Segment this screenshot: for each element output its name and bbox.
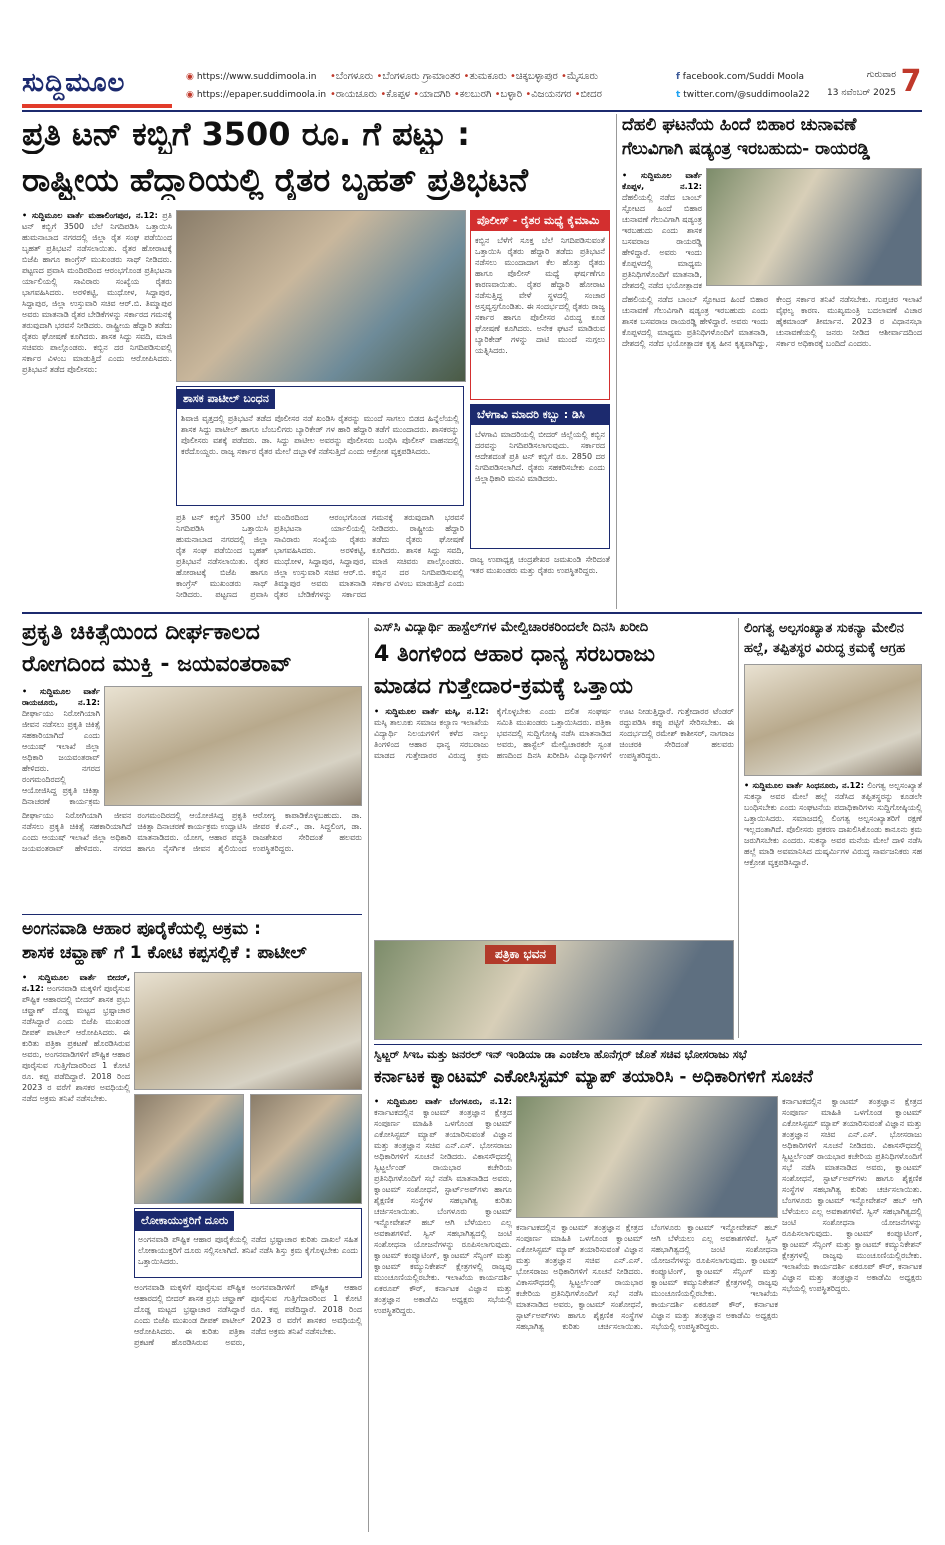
anganwadi-byline: • ಸುದ್ದಿಮೂಲ ವಾರ್ತೆ ಬೀದರ್, ನ.12: (22, 973, 130, 993)
lingatva-body (744, 780, 922, 1036)
quantum-meeting-photo (516, 1096, 778, 1218)
section-rule (22, 612, 922, 614)
masthead-rule (22, 110, 922, 112)
lead-headline-2: ರಾಷ್ಟ್ರೀಯ ಹೆದ್ದಾರಿಯಲ್ಲಿ ರೈತರ ಬೃಹತ್ ಪ್ರತಿಭಟನೆ (22, 161, 529, 199)
anganwadi-body (22, 972, 130, 1532)
anganwadi-body-cont: ಅಂಗನವಾಡಿ ಮಕ್ಕಳಿಗೆ ಪೂರೈಸುವ ಪೌಷ್ಟಿಕ ಆಹಾರದಲ್ಲಿ ಬೀದರ್ ಶಾಸಕ ಪ್ರಭು ಚವ್ಹಾಣ್ ದೊಡ್ಡ ಮಟ್ಟದ ಭ್ರಷ್ಟಾಚಾರ ನಡೆಸಿದ್ದಾರೆ ಎಂದು ಬಿಜೆಪಿ ಮುಖಂಡ ದೀಪಕ್ ಪಾಟೀಲ್ ಆರೋಪಿಸಿದರು. ಈ ಕುರಿತು ಪತ್ರಿಕಾ ಪ್ರಕಟಣೆ ಹೊರಡಿಸಿರುವ ಅವರು, ಅಂಗನವಾಡಿಗಳಿಗೆ ಪೌಷ್ಟಿಕ ಆಹಾರ ಪೂರೈಸುವ ಗುತ್ತಿಗೆದಾರರಿಂದ 1 ಕೋಟಿ ರೂ. ಕಪ್ಪ ಪಡೆದಿದ್ದಾರೆ. 2018 ರಿಂದ 2023 ರ ವರೆಗೆ ಶಾಸಕರ ಅವಧಿಯಲ್ಲಿ ನಡೆದ ಅಕ್ರಮ ತನಿಖೆ ನಡೆಸಬೇಕು. (134, 1283, 362, 1347)
belagavi-box (470, 404, 610, 549)
anganwadi-headline-2: ಶಾಸಕ ಚವ್ಹಾಣ್ ಗೆ 1 ಕೋಟಿ ಕಪ್ಪಸಲ್ಲಿಕೆ : ಪಾಟೀಲ್ (22, 943, 307, 963)
twitter-link[interactable]: t twitter.com/@suddimoola22 (676, 90, 810, 100)
nature-intro-text: ದೀರ್ಘಾಯು ನಿರೋಗಿಯಾಗಿ ಜೀವನ ನಡೆಸಲು ಪ್ರಕೃತಿ ಚಿಕಿತ್ಸೆ ಸಹಕಾರಿಯಾಗಿದೆ ಎಂದು ಆಯುಷ್ ಇಲಾಖೆ ಜಿಲ್ಲಾ ಅಧಿಕಾರಿ ಜಯವಂತರಾವ್ ಹೇಳಿದರು. ನಗರದ ರಂಗಮಂದಿರದಲ್ಲಿ ಆಯೋಜಿಸಿದ್ದ ಪ್ರಕೃತಿ ಚಿಕಿತ್ಸಾ ದಿನಾಚರಣೆ ಕಾರ್ಯಕ್ರಮ (22, 709, 100, 806)
delhi-body: ದೆಹಲಿಯಲ್ಲಿ ನಡೆದ ಬಾಂಬ್ ಸ್ಫೋಟದ ಹಿಂದೆ ಬಿಹಾರ ಚುನಾವಣೆ ಗೆಲುವಿಗಾಗಿ ಷಡ್ಯಂತ್ರ ಇರಬಹುದು ಎಂದು ಶಾಸಕ ಬಸವರಾಜ ರಾಯರಡ್ಡಿ ಹೇಳಿದ್ದಾರೆ. ಅವರು ಇಂದು ಕೊಪ್ಪಳದಲ್ಲಿ ಮಾಧ್ಯಮ ಪ್ರತಿನಿಧಿಗಳೊಂದಿಗೆ ಮಾತನಾಡಿ, ದೇಶದಲ್ಲಿ ನಡೆದ ಭಯೋತ್ಪಾದಕ ಕೃತ್ಯ ಹೀನ ಕೃತ್ಯವಾಗಿದ್ದು, ಕೇಂದ್ರ ಸರ್ಕಾರ ತನಿಖೆ ನಡೆಸಬೇಕು. ಗುಪ್ತಚರ ಇಲಾಖೆ ವೈಫಲ್ಯ ಕಾರಣ. ಮುಖ್ಯಮಂತ್ರಿ ಬದಲಾವಣೆ ವಿಚಾರ ಹೈಕಮಾಂಡ್ ತೀರ್ಮಾನ. 2023 ರ ವಿಧಾನಸಭಾ ಚುನಾವಣೆಯಲ್ಲಿ ಜನರು ನೀಡಿದ ಆಶೀರ್ವಾದದಿಂದ ಸರ್ಕಾರ ಅಧಿಕಾರಕ್ಕೆ ಬಂದಿದೆ ಎಂದರು. (622, 295, 922, 348)
quantum-rule (374, 1044, 922, 1045)
nature-headline-1: ಪ್ರಕೃತಿ ಚಿಕಿತ್ಸೆಯಿಂದ ದೀರ್ಘಕಾಲದ (22, 620, 260, 645)
weekday: ಗುರುವಾರ (866, 70, 896, 80)
politician-photo-2 (250, 1094, 362, 1204)
quantum-body-cont: ಕರ್ನಾಟಕದಲ್ಲಿನ ಕ್ವಾಂಟಮ್ ತಂತ್ರಜ್ಞಾನ ಕ್ಷೇತ್ರದ ಸಂಪೂರ್ಣ ಮಾಹಿತಿ ಒಳಗೊಂಡ ಕ್ವಾಂಟಮ್ ಎಕೋಸಿಸ್ಟಮ್ ಮ್ಯಾಪ್ ತಯಾರಿಸುವಂತೆ ವಿಜ್ಞಾನ ಮತ್ತು ತಂತ್ರಜ್ಞಾನ ಸಚಿವ ಎನ್.ಎಸ್. ಭೋಸರಾಜು ಅಧಿಕಾರಿಗಳಿಗೆ ಸೂಚನೆ ನೀಡಿದರು. ವಿಕಾಸಸೌಧದಲ್ಲಿ ಸ್ವಿಟ್ಜರ್ಲೆಂಡ್ ರಾಯಭಾರ ಕಚೇರಿಯ ಪ್ರತಿನಿಧಿಗಳೊಂದಿಗೆ ಸಭೆ ನಡೆಸಿ ಮಾತನಾಡಿದ ಅವರು, ಕ್ವಾಂಟಮ್ ಸಂಶೋಧನೆ, ಸ್ಟಾರ್ಟ್‌ಅಪ್‌ಗಳು ಹಾಗೂ ಶೈಕ್ಷಣಿಕ ಸಂಸ್ಥೆಗಳ ಸಹಭಾಗಿತ್ವ ಕುರಿತು ಚರ್ಚಿಸಲಾಯಿತು. ಬೆಂಗಳೂರು ಕ್ವಾಂಟಮ್ ಇನ್ನೋವೇಶನ್ ಹಬ್ ಆಗಿ ಬೆಳೆಯಲು ಎಲ್ಲ ಅವಕಾಶಗಳಿವೆ. ಸ್ವಿಸ್ ಸಹಭಾಗಿತ್ವದಲ್ಲಿ ಜಂಟಿ ಸಂಶೋಧನಾ ಯೋಜನೆಗಳನ್ನು ರೂಪಿಸಲಾಗುವುದು. ಕ್ವಾಂಟಮ್ ಕಂಪ್ಯೂಟಿಂಗ್, ಕ್ವಾಂಟಮ್ ಸೆನ್ಸಿಂಗ್ ಮತ್ತು ಕ್ವಾಂಟಮ್ ಕಮ್ಯುನಿಕೇಶನ್ ಕ್ಷೇತ್ರಗಳಲ್ಲಿ ರಾಜ್ಯವು ಮುಂಚೂಣಿಯಲ್ಲಿರಬೇಕು. ಇಲಾಖೆಯ ಕಾರ್ಯದರ್ಶಿ ಏಕರೂಪ್ ಕೌರ್, ಕರ್ನಾಟಕ ವಿಜ್ಞಾನ ಮತ್ತು ತಂತ್ರಜ್ಞಾನ ಅಕಾಡೆಮಿ ಅಧ್ಯಕ್ಷರು ಸಭೆಯಲ್ಲಿ ಉಪಸ್ಥಿತರಿದ್ದರು. (782, 1097, 922, 1293)
facebook-link[interactable]: f facebook.com/Suddi Moola (676, 72, 805, 82)
hostel-headline-1: 4 ತಿಂಗಳಿಂದ ಆಹಾರ ಧಾನ್ಯ ಸರಬರಾಜು (374, 642, 656, 667)
anganwadi-headline-1: ಅಂಗನವಾಡಿ ಆಹಾರ ಪೂರೈಕೆಯಲ್ಲಿ ಅಕ್ರಮ : (22, 919, 261, 939)
social-links (676, 68, 826, 104)
nature-body: ದೀರ್ಘಾಯು ನಿರೋಗಿಯಾಗಿ ಜೀವನ ನಡೆಸಲು ಪ್ರಕೃತಿ ಚಿಕಿತ್ಸೆ ಸಹಕಾರಿಯಾಗಿದೆ ಎಂದು ಆಯುಷ್ ಇಲಾಖೆ ಜಿಲ್ಲಾ ಅಧಿಕಾರಿ ಜಯವಂತರಾವ್ ಹೇಳಿದರು. ನಗರದ ರಂಗಮಂದಿರದಲ್ಲಿ ಆಯೋಜಿಸಿದ್ದ ಪ್ರಕೃತಿ ಚಿಕಿತ್ಸಾ ದಿನಾಚರಣೆ ಕಾರ್ಯಕ್ರಮ ಉದ್ಘಾಟಿಸಿ ಮಾತನಾಡಿದರು. ಯೋಗ, ಆಹಾರ ಪದ್ಧತಿ ಹಾಗೂ ನೈಸರ್ಗಿಕ ಜೀವನ ಶೈಲಿಯಿಂದ ಆರೋಗ್ಯ ಕಾಪಾಡಿಕೊಳ್ಳಬಹುದು. ಡಾ. ಜೀವರ ಕೆ.ಎನ್., ಡಾ. ಸಿದ್ದಲಿಂಗ, ಡಾ. ರಾಜಶೇಖರ ಸೇರಿದಂತೆ ಹಲವರು ಉಪಸ್ಥಿತರಿದ್ದರು. (22, 811, 362, 853)
city-row-1: •ಬೆಂಗಳೂರು •ಬೆಂಗಳೂರು ಗ್ರಾಮಾಂತರ •ತುಮಕೂರು •ಚಿಕ್ಕಬಳ್ಳಾಪುರ •ಮೈಸೂರು (330, 71, 599, 82)
belagavi-box-body: ಬೆಳಗಾವಿ ಮಾದರಿಯಲ್ಲಿ ಬೀದರ್ ಜಿಲ್ಲೆಯಲ್ಲಿ ಕಬ್ಬಿನ ದರವನ್ನು ನಿಗದಿಪಡಿಸಲಾಗುವುದು. ಸರ್ಕಾರದ ಆದೇಶದಂತೆ ಪ್ರತಿ ಟನ್ ಕಬ್ಬಿಗೆ ರೂ. 2850 ದರ ನಿಗದಿಪಡಿಸಲಾಗಿದೆ. ರೈತರು ಸಹಕರಿಸಬೇಕು ಎಂದು ಜಿಲ್ಲಾಧಿಕಾರಿ ಮನವಿ ಮಾಡಿದರು. (475, 430, 605, 483)
lingatva-byline: • ಸುದ್ದಿಮೂಲ ವಾರ್ತೆ ಸಿಂಧನೂರು, ನ.12: (744, 781, 864, 790)
lokayukta-box (134, 1208, 362, 1278)
police-box-title: ಪೊಲೀಸ್ - ರೈತರ ಮಧ್ಯೆ ಕೈಮಾಮಿ (471, 211, 609, 231)
lokayukta-box-body: ಅಂಗನವಾಡಿ ಪೌಷ್ಟಿಕ ಆಹಾರ ಪೂರೈಕೆಯಲ್ಲಿ ನಡೆದ ಭ್ರಷ್ಟಾಚಾರ ಕುರಿತು ದಾಖಲೆ ಸಹಿತ ಲೋಕಾಯುಕ್ತರಿಗೆ ದೂರು ಸಲ್ಲಿಸಲಾಗಿದೆ. ತನಿಖೆ ನಡೆಸಿ ಶಿಸ್ತು ಕ್ರಮ ಕೈಗೊಳ್ಳಬೇಕು ಎಂದು ಒತ್ತಾಯಿಸಿದರು. (138, 1235, 358, 1266)
website-link[interactable]: ◉ https://www.suddimoola.in (186, 72, 317, 82)
masthead-logo: ಸುದ್ದಿಮೂಲ (22, 68, 126, 98)
hostel-headline-2: ಮಾಡದ ಗುತ್ತೇದಾರ-ಕ್ರಮಕ್ಕೆ ಒತ್ತಾಯ (374, 674, 633, 699)
twitter-icon: t (676, 90, 681, 100)
protest-photo (176, 210, 466, 382)
logo-underline (22, 104, 172, 108)
delhi-byline: • ಸುದ್ದಿಮೂಲ ವಾರ್ತೆ ಕೊಪ್ಪಳ, ನ.12: (622, 171, 702, 191)
quantum-intro (374, 1096, 512, 1532)
mla-box-title: ಶಾಸಕ ಪಾಟೀಲ್ ಬಂಧನ (177, 389, 275, 409)
nature-headline-2: ರೋಗದಿಂದ ಮುಕ್ತಿ - ಜಯವಂತರಾವ್ (22, 652, 292, 677)
hostel-byline: • ಸುದ್ದಿಮೂಲ ವಾರ್ತೆ ಮಸ್ಕಿ, ನ.12: (374, 707, 489, 716)
delhi-photo (706, 168, 922, 286)
police-box (470, 210, 610, 400)
mla-box (176, 386, 464, 506)
globe-icon: ◉ (186, 90, 194, 100)
lead-body (22, 210, 172, 605)
lokayukta-box-title: ಲೋಕಾಯುಕ್ತರಿಗೆ ದೂರು (135, 1211, 234, 1231)
delhi-intro-text: ದೆಹಲಿಯಲ್ಲಿ ನಡೆದ ಬಾಂಬ್ ಸ್ಫೋಟದ ಹಿಂದೆ ಬಿಹಾರ ಚುನಾವಣೆ ಗೆಲುವಿಗಾಗಿ ಷಡ್ಯಂತ್ರ ಇರಬಹುದು ಎಂದು ಶಾಸಕ ಬಸವರಾಜ ರಾಯರಡ್ಡಿ ಹೇಳಿದ್ದಾರೆ. ಅವರು ಇಂದು ಕೊಪ್ಪಳದಲ್ಲಿ ಮಾಧ್ಯಮ ಪ್ರತಿನಿಧಿಗಳೊಂದಿಗೆ ಮಾತನಾಡಿ, ದೇಶದಲ್ಲಿ ನಡೆದ ಭಯೋತ್ಪಾದಕ (622, 193, 702, 290)
anganwadi-text: ಅಂಗನವಾಡಿ ಮಕ್ಕಳಿಗೆ ಪೂರೈಸುವ ಪೌಷ್ಟಿಕ ಆಹಾರದಲ್ಲಿ ಬೀದರ್ ಶಾಸಕ ಪ್ರಭು ಚವ್ಹಾಣ್ ದೊಡ್ಡ ಮಟ್ಟದ ಭ್ರಷ್ಟಾಚಾರ ನಡೆಸಿದ್ದಾರೆ ಎಂದು ಬಿಜೆಪಿ ಮುಖಂಡ ದೀಪಕ್ ಪಾಟೀಲ್ ಆರೋಪಿಸಿದರು. ಈ ಕುರಿತು ಪತ್ರಿಕಾ ಪ್ರಕಟಣೆ ಹೊರಡಿಸಿರುವ ಅವರು, ಅಂಗನವಾಡಿಗಳಿಗೆ ಪೌಷ್ಟಿಕ ಆಹಾರ ಪೂರೈಸುವ ಗುತ್ತಿಗೆದಾರರಿಂದ 1 ಕೋಟಿ ರೂ. ಕಪ್ಪ ಪಡೆದಿದ್ದಾರೆ. 2018 ರಿಂದ 2023 ರ ವರೆಗೆ ಶಾಸಕರ ಅವಧಿಯಲ್ಲಿ ನಡೆದ ಅಕ್ರಮ ತನಿಖೆ ನಡೆಸಬೇಕು. (22, 984, 130, 1103)
police-box-body: ಕಬ್ಬಿನ ಬೆಳೆಗೆ ಸೂಕ್ತ ಬೆಲೆ ನಿಗದಿಪಡಿಸುವಂತೆ ಒತ್ತಾಯಿಸಿ ರೈತರು ಹೆದ್ದಾರಿ ತಡೆದು ಪ್ರತಿಭಟನೆ ನಡೆಸಲು ಮುಂದಾದಾಗ ಕೆಲ ಹೊತ್ತು ರೈತರು ಹಾಗೂ ಪೊಲೀಸ್ ಮಧ್ಯೆ ಘರ್ಷಣೆಗೂ ಕಾರಣವಾಯಿತು. ರೈತರ ಹೆದ್ದಾರಿ ಹೋರಾಟ ನಡೆಸುತ್ತಿದ್ದ ವೇಳೆ ಸ್ಥಳದಲ್ಲಿ ಸಂಚಾರ ಅಸ್ತವ್ಯಸ್ತಗೊಂಡಿತು. ಈ ಸಂದರ್ಭದಲ್ಲಿ ರೈತರು ರಾಜ್ಯ ಸರ್ಕಾರ ಹಾಗೂ ಪೊಲೀಸರ ವಿರುದ್ಧ ಕೂಡ ಘೋಷಣೆ ಕೂಗಿದರು. ಅನೇಕ ಘಟನೆ ಮಾಡಿರುವ ಬ್ಯಾರಿಕೇಡ್ ಗಳನ್ನು ದಾಟಿ ಮುಂದೆ ನುಗ್ಗಲು ಯತ್ನಿಸಿದರು. (475, 236, 605, 355)
delhi-headline-1: ದೆಹಲಿ ಘಟನೆಯ ಹಿಂದೆ ಬಿಹಾರ ಚುನಾವಣೆ (622, 115, 857, 135)
hostel-body (374, 706, 734, 936)
food-packet-photo (134, 972, 362, 1090)
column-divider-3 (738, 618, 739, 1038)
belagavi-box-title: ಬೆಳಗಾವಿ ಮಾದರಿ ಕಬ್ಬು : ಡಿಸಿ (471, 405, 609, 425)
press-banner: ಪತ್ರಿಕಾ ಭವನ (485, 945, 556, 964)
site-links (186, 68, 326, 104)
lead-tail-note: ರಾಜ್ಯ ಉಪಾಧ್ಯಕ್ಷ ಚಂದ್ರಶೇಖರ ಜಮಖಂಡಿ ಸೇರಿದಂತೆ ಇತರ ಮುಖಂಡರು ಮತ್ತು ರೈತರು ಉಪಸ್ಥಿತರಿದ್ದರು. (470, 555, 610, 575)
lead-text: ಪ್ರತಿ ಟನ್ ಕಬ್ಬಿಗೆ 3500 ಬೆಲೆ ನಿಗದಿಪಡಿಸಿ ಒತ್ತಾಯಿಸಿ ಹುಮನಾಬಾದ ನಗರದಲ್ಲಿ ಜಿಲ್ಲಾ ರೈತ ಸಂಘ ಪಡೆಯಿಂದ ಬೃಹತ್ ಪ್ರತಿಭಟನೆ ನಡೆಸಲಾಯಿತು. ರೈತರ ಹೋರಾಟಕ್ಕೆ ಬಿಜೆಪಿ ಹಾಗೂ ಕಾಂಗ್ರೆಸ್ ಮುಖಂಡರು ಸಾಥ್ ನೀಡಿದರು. ಪಟ್ಟಣದ ಪ್ರವಾಸಿ ಮಂದಿರದಿಂದ ಆರಂಭಗೊಂಡ ಪ್ರತಿಭಟನಾ ರ್ಯಾಲಿಯಲ್ಲಿ ಸಾವಿರಾರು ಸಂಖ್ಯೆಯ ರೈತರು ಭಾಗವಹಿಸಿದರು. ಅರಳಿಕಟ್ಟಿ, ಮುಧೋಳ, ಸಿದ್ದಾಪುರ, ಸಿದ್ದಾಪುರ, ಜಿಲ್ಲಾ ಉಸ್ತುವಾರಿ ಸಚಿವ ಆರ್.ಬಿ. ತಿಮ್ಮಾಪುರ ಅವರು ಮಾತನಾಡಿ ರೈತರ ಬೇಡಿಕೆಗಳನ್ನು ಸರ್ಕಾರದ ಗಮನಕ್ಕೆ ತರುವುದಾಗಿ ಭರವಸೆ ನೀಡಿದರು. ರಾಷ್ಟ್ರೀಯ ಹೆದ್ದಾರಿ ತಡೆದು ರೈತರು ಘೋಷಣೆ ಕೂಗಿದರು. ಶಾಸಕ ಸಿದ್ದು ಸವದಿ, ಮಾಜಿ ಸಚಿವರು ಪಾಲ್ಗೊಂಡರು. ಕಬ್ಬಿನ ದರ ನಿಗದಿಪಡಿಸುವಲ್ಲಿ ಸರ್ಕಾರ ವಿಳಂಬ ಮಾಡುತ್ತಿದೆ ಎಂದು ಆರೋಪಿಸಿದರು. ಪ್ರತಿಭಟನೆ ತಡೆದ ಪೊಲೀಸರು: (22, 211, 172, 374)
lingatva-headline-2: ಹಲ್ಲೆ, ತಪ್ಪಿತಸ್ಥರ ವಿರುದ್ಧ ಕ್ರಮಕ್ಕೆ ಆಗ್ರಹ (744, 641, 906, 656)
lead-byline: • ಸುದ್ದಿಮೂಲ ವಾರ್ತೆ ಮಹಾಲಿಂಗಪುರ, ನ.12: (22, 211, 158, 220)
politician-photo-1 (134, 1094, 244, 1204)
city-row-2: •ರಾಯಚೂರು •ಕೊಪ್ಪಳ •ಯಾದಗಿರಿ •ಕಲಬುರಗಿ •ಬಳ್ಳಾರಿ •ವಿಜಯನಗರ •ಬೀದರ (330, 89, 602, 100)
anganwadi-rule (22, 914, 362, 915)
hostel-text: ಮಸ್ಕಿ ತಾಲೂಕು ಸಮಾಜ ಕಲ್ಯಾಣ ಇಲಾಖೆಯ ವಿದ್ಯಾರ್ಥಿ ನಿಲಯಗಳಿಗೆ ಕಳೆದ ನಾಲ್ಕು ತಿಂಗಳಿಂದ ಆಹಾರ ಧಾನ್ಯ ಸರಬರಾಜು ಮಾಡದ ಗುತ್ತೇದಾರರ ವಿರುದ್ಧ ಕ್ರಮ ಕೈಗೊಳ್ಳಬೇಕು ಎಂದು ದಲಿತ ಸಂಘರ್ಷ ಸಮಿತಿ ಮುಖಂಡರು ಒತ್ತಾಯಿಸಿದರು. ಪತ್ರಿಕಾ ಭವನದಲ್ಲಿ ಸುದ್ದಿಗೋಷ್ಠಿ ನಡೆಸಿ ಮಾತನಾಡಿದ ಅವರು, ಹಾಸ್ಟೆಲ್ ಮೇಲ್ವಿಚಾರಕರೇ ಸ್ವಂತ ಹಣದಿಂದ ದಿನಸಿ ಖರೀದಿಸಿ ವಿದ್ಯಾರ್ಥಿಗಳಿಗೆ ಊಟ ನೀಡುತ್ತಿದ್ದಾರೆ. ಗುತ್ತೇದಾರರ ಟೆಂಡರ್ ರದ್ದುಪಡಿಸಿ ಕಪ್ಪು ಪಟ್ಟಿಗೆ ಸೇರಿಸಬೇಕು. ಈ ಸಂದರ್ಭದಲ್ಲಿ ರಮೇಶ್ ಕಾಶೀಸರ್, ನಾಗರಾಜ ಚಿಂಚರಕಿ ಸೇರಿದಂತೆ ಹಲವರು ಉಪಸ್ಥಿತರಿದ್ದರು. (374, 707, 734, 760)
delhi-headline-2: ಗೆಲುವಿಗಾಗಿ ಷಡ್ಯಂತ್ರ ಇರಬಹುದು- ರಾಯರಡ್ಡಿ (622, 139, 870, 159)
date-block (826, 66, 896, 102)
quantum-intro-text: ಕರ್ನಾಟಕದಲ್ಲಿನ ಕ್ವಾಂಟಮ್ ತಂತ್ರಜ್ಞಾನ ಕ್ಷೇತ್ರದ ಸಂಪೂರ್ಣ ಮಾಹಿತಿ ಒಳಗೊಂಡ ಕ್ವಾಂಟಮ್ ಎಕೋಸಿಸ್ಟಮ್ ಮ್ಯಾಪ್ ತಯಾರಿಸುವಂತೆ ವಿಜ್ಞಾನ ಮತ್ತು ತಂತ್ರಜ್ಞಾನ ಸಚಿವ ಎನ್.ಎಸ್. ಭೋಸರಾಜು ಅಧಿಕಾರಿಗಳಿಗೆ ಸೂಚನೆ ನೀಡಿದರು. ವಿಕಾಸಸೌಧದಲ್ಲಿ ಸ್ವಿಟ್ಜರ್ಲೆಂಡ್ ರಾಯಭಾರ ಕಚೇರಿಯ ಪ್ರತಿನಿಧಿಗಳೊಂದಿಗೆ ಸಭೆ ನಡೆಸಿ ಮಾತನಾಡಿದ ಅವರು, ಕ್ವಾಂಟಮ್ ಸಂಶೋಧನೆ, ಸ್ಟಾರ್ಟ್‌ಅಪ್‌ಗಳು ಹಾಗೂ ಶೈಕ್ಷಣಿಕ ಸಂಸ್ಥೆಗಳ ಸಹಭಾಗಿತ್ವ ಕುರಿತು ಚರ್ಚಿಸಲಾಯಿತು. ಬೆಂಗಳೂರು ಕ್ವಾಂಟಮ್ ಇನ್ನೋವೇಶನ್ ಹಬ್ ಆಗಿ ಬೆಳೆಯಲು ಎಲ್ಲ ಅವಕಾಶಗಳಿವೆ. ಸ್ವಿಸ್ ಸಹಭಾಗಿತ್ವದಲ್ಲಿ ಜಂಟಿ ಸಂಶೋಧನಾ ಯೋಜನೆಗಳನ್ನು ರೂಪಿಸಲಾಗುವುದು. ಕ್ವಾಂಟಮ್ ಕಂಪ್ಯೂಟಿಂಗ್, ಕ್ವಾಂಟಮ್ ಸೆನ್ಸಿಂಗ್ ಮತ್ತು ಕ್ವಾಂಟಮ್ ಕಮ್ಯುನಿಕೇಶನ್ ಕ್ಷೇತ್ರಗಳಲ್ಲಿ ರಾಜ್ಯವು ಮುಂಚೂಣಿಯಲ್ಲಿರಬೇಕು. ಇಲಾಖೆಯ ಕಾರ್ಯದರ್ಶಿ ಏಕರೂಪ್ ಕೌರ್, ಕರ್ನಾಟಕ ವಿಜ್ಞಾನ ಮತ್ತು ತಂತ್ರಜ್ಞಾನ ಅಕಾಡೆಮಿ ಅಧ್ಯಕ್ಷರು ಸಭೆಯಲ್ಲಿ ಉಪಸ್ಥಿತರಿದ್ದರು. (374, 1108, 512, 1315)
column-divider (616, 114, 617, 609)
mla-box-body: ಶಿವಾಜಿ ವೃತ್ತದಲ್ಲಿ ಪ್ರತಿಭಟನೆ ತಡೆದ ಪೊಲೀಸರ ನಡೆ ಖಂಡಿಸಿ ರೈತರನ್ನು ಮುಂದೆ ಸಾಗಲು ಬಿಡದ ಹಿನ್ನೆಲೆಯಲ್ಲಿ ಶಾಸಕ ಸಿದ್ದು ಪಾಟೀಲ್ ಹಾಗೂ ಬೆಂಬಲಿಗರು ಬ್ಯಾರಿಕೇಡ್ ಗಳ ಹಾರಿ ಹೆದ್ದಾರಿ ತಡೆಗೆ ಮುಂದಾದರು. ಶಾಸಕರನ್ನು ಪೊಲೀಸರು ವಶಕ್ಕೆ ಪಡೆದರು. ಡಾ. ಸಿದ್ದು ಪಾಟೀಲ ಅವರನ್ನು ಪೊಲೀಸರು ಬಂಧಿಸಿ ಪೊಲೀಸ್ ವಾಹನದಲ್ಲಿ ಕರೆದೊಯ್ದರು. ರಾಜ್ಯ ಸರ್ಕಾರ ರೈತರ ಮೇಲೆ ದಬ್ಬಾಳಿಕೆ ನಡೆಸುತ್ತಿದೆ ಎಂದು ಆಕ್ರೋಶ ವ್ಯಕ್ತಪಡಿಸಿದರು. (181, 414, 459, 456)
column-divider-2 (368, 618, 369, 1532)
delhi-intro (622, 170, 702, 290)
quantum-headline: ಕರ್ನಾಟಕ ಕ್ವಾಂಟಮ್ ಎಕೋಸಿಸ್ಟಮ್ ಮ್ಯಾಪ್ ತಯಾರಿಸಿ - ಅಧಿಕಾರಿಗಳಿಗೆ ಸೂಚನೆ (374, 1067, 813, 1087)
facebook-icon: f (676, 72, 680, 82)
quantum-byline: • ಸುದ್ದಿಮೂಲ ವಾರ್ತೆ ಬೆಂಗಳೂರು, ನ.12: (374, 1097, 512, 1106)
nature-intro (22, 686, 100, 806)
lingatva-text: ಲಿಂಗತ್ವ ಅಲ್ಪಸಂಖ್ಯಾತೆ ಸುಕನ್ಯಾ ಅವರ ಮೇಲೆ ಹಲ್ಲೆ ನಡೆಸಿದ ತಪ್ಪಿತಸ್ಥರನ್ನು ಕೂಡಲೇ ಬಂಧಿಸಬೇಕು ಎಂದು ಸಂಘಟನೆಯ ಪದಾಧಿಕಾರಿಗಳು ಸುದ್ದಿಗೋಷ್ಠಿಯಲ್ಲಿ ಒತ್ತಾಯಿಸಿದರು. ಸಮಾಜದಲ್ಲಿ ಲಿಂಗತ್ವ ಅಲ್ಪಸಂಖ್ಯಾತರಿಗೆ ರಕ್ಷಣೆ ಇಲ್ಲದಂತಾಗಿದೆ. ಪೊಲೀಸರು ಪ್ರಕರಣ ದಾಖಲಿಸಿಕೊಂಡು ಕಾನೂನು ಕ್ರಮ ಜರುಗಿಸಬೇಕು ಎಂದರು. ಸುಕನ್ಯಾ ಅವರ ಮನೆಯ ಮೇಲೆ ದಾಳಿ ನಡೆಸಿ ಹಲ್ಲೆ ಮಾಡಿ ಅವಮಾನಿಸಿದ ದುಷ್ಕರ್ಮಿಗಳ ವಿರುದ್ಧ ಸಾರ್ವಜನಿಕರು ಸಹ ಆಕ್ರೋಶ ವ್ಯಕ್ತಪಡಿಸಿದ್ದಾರೆ. (744, 781, 922, 867)
nature-byline: • ಸುದ್ದಿಮೂಲ ವಾರ್ತೆ ರಾಯಚೂರು, ನ.12: (22, 687, 100, 707)
epaper-link[interactable]: ◉ https://epaper.suddimoola.in (186, 90, 327, 100)
quantum-body: ಕರ್ನಾಟಕದಲ್ಲಿನ ಕ್ವಾಂಟಮ್ ತಂತ್ರಜ್ಞಾನ ಕ್ಷೇತ್ರದ ಸಂಪೂರ್ಣ ಮಾಹಿತಿ ಒಳಗೊಂಡ ಕ್ವಾಂಟಮ್ ಎಕೋಸಿಸ್ಟಮ್ ಮ್ಯಾಪ್ ತಯಾರಿಸುವಂತೆ ವಿಜ್ಞಾನ ಮತ್ತು ತಂತ್ರಜ್ಞಾನ ಸಚಿವ ಎನ್.ಎಸ್. ಭೋಸರಾಜು ಅಧಿಕಾರಿಗಳಿಗೆ ಸೂಚನೆ ನೀಡಿದರು. ವಿಕಾಸಸೌಧದಲ್ಲಿ ಸ್ವಿಟ್ಜರ್ಲೆಂಡ್ ರಾಯಭಾರ ಕಚೇರಿಯ ಪ್ರತಿನಿಧಿಗಳೊಂದಿಗೆ ಸಭೆ ನಡೆಸಿ ಮಾತನಾಡಿದ ಅವರು, ಕ್ವಾಂಟಮ್ ಸಂಶೋಧನೆ, ಸ್ಟಾರ್ಟ್‌ಅಪ್‌ಗಳು ಹಾಗೂ ಶೈಕ್ಷಣಿಕ ಸಂಸ್ಥೆಗಳ ಸಹಭಾಗಿತ್ವ ಕುರಿತು ಚರ್ಚಿಸಲಾಯಿತು. ಬೆಂಗಳೂರು ಕ್ವಾಂಟಮ್ ಇನ್ನೋವೇಶನ್ ಹಬ್ ಆಗಿ ಬೆಳೆಯಲು ಎಲ್ಲ ಅವಕಾಶಗಳಿವೆ. ಸ್ವಿಸ್ ಸಹಭಾಗಿತ್ವದಲ್ಲಿ ಜಂಟಿ ಸಂಶೋಧನಾ ಯೋಜನೆಗಳನ್ನು ರೂಪಿಸಲಾಗುವುದು. ಕ್ವಾಂಟಮ್ ಕಂಪ್ಯೂಟಿಂಗ್, ಕ್ವಾಂಟಮ್ ಸೆನ್ಸಿಂಗ್ ಮತ್ತು ಕ್ವಾಂಟಮ್ ಕಮ್ಯುನಿಕೇಶನ್ ಕ್ಷೇತ್ರಗಳಲ್ಲಿ ರಾಜ್ಯವು ಮುಂಚೂಣಿಯಲ್ಲಿರಬೇಕು. ಇಲಾಖೆಯ ಕಾರ್ಯದರ್ಶಿ ಏಕರೂಪ್ ಕೌರ್, ಕರ್ನಾಟಕ ವಿಜ್ಞಾನ ಮತ್ತು ತಂತ್ರಜ್ಞಾನ ಅಕಾಡೆಮಿ ಅಧ್ಯಕ್ಷರು ಸಭೆಯಲ್ಲಿ ಉಪಸ್ಥಿತರಿದ್ದರು. (516, 1223, 778, 1331)
lingatva-photo (744, 664, 922, 776)
globe-icon: ◉ (186, 72, 194, 82)
lingatva-headline-1: ಲಿಂಗತ್ವ ಅಲ್ಪಸಂಖ್ಯಾತ ಸುಕನ್ಯಾ ಮೇಲಿನ (744, 621, 904, 636)
page-number: 7 (900, 64, 922, 99)
nature-photo (104, 686, 362, 806)
press-meet-photo (374, 940, 734, 1040)
hostel-kicker: ಎಸ್‌ಸಿ ವಿದ್ಯಾರ್ಥಿ ಹಾಸ್ಟೆಲ್‌ಗಳ ಮೇಲ್ವಿಚಾರಕರಿಂದಲೇ ದಿನಸಿ ಖರೀದಿ (374, 620, 649, 635)
lead-tail-body: ಪ್ರತಿ ಟನ್ ಕಬ್ಬಿಗೆ 3500 ಬೆಲೆ ನಿಗದಿಪಡಿಸಿ ಒತ್ತಾಯಿಸಿ ಹುಮನಾಬಾದ ನಗರದಲ್ಲಿ ಜಿಲ್ಲಾ ರೈತ ಸಂಘ ಪಡೆಯಿಂದ ಬೃಹತ್ ಪ್ರತಿಭಟನೆ ನಡೆಸಲಾಯಿತು. ರೈತರ ಹೋರಾಟಕ್ಕೆ ಬಿಜೆಪಿ ಹಾಗೂ ಕಾಂಗ್ರೆಸ್ ಮುಖಂಡರು ಸಾಥ್ ನೀಡಿದರು. ಪಟ್ಟಣದ ಪ್ರವಾಸಿ ಮಂದಿರದಿಂದ ಆರಂಭಗೊಂಡ ಪ್ರತಿಭಟನಾ ರ್ಯಾಲಿಯಲ್ಲಿ ಸಾವಿರಾರು ಸಂಖ್ಯೆಯ ರೈತರು ಭಾಗವಹಿಸಿದರು. ಅರಳಿಕಟ್ಟಿ, ಮುಧೋಳ, ಸಿದ್ದಾಪುರ, ಸಿದ್ದಾಪುರ, ಜಿಲ್ಲಾ ಉಸ್ತುವಾರಿ ಸಚಿವ ಆರ್.ಬಿ. ತಿಮ್ಮಾಪುರ ಅವರು ಮಾತನಾಡಿ ರೈತರ ಬೇಡಿಕೆಗಳನ್ನು ಸರ್ಕಾರದ ಗಮನಕ್ಕೆ ತರುವುದಾಗಿ ಭರವಸೆ ನೀಡಿದರು. ರಾಷ್ಟ್ರೀಯ ಹೆದ್ದಾರಿ ತಡೆದು ರೈತರು ಘೋಷಣೆ ಕೂಗಿದರು. ಶಾಸಕ ಸಿದ್ದು ಸವದಿ, ಮಾಜಿ ಸಚಿವರು ಪಾಲ್ಗೊಂಡರು. ಕಬ್ಬಿನ ದರ ನಿಗದಿಪಡಿಸುವಲ್ಲಿ ಸರ್ಕಾರ ವಿಳಂಬ ಮಾಡುತ್ತಿದೆ ಎಂದು (176, 513, 464, 599)
lead-headline-1: ಪ್ರತಿ ಟನ್ ಕಬ್ಬಿಗೆ 3500 ರೂ. ಗೆ ಪಟ್ಟು : (22, 115, 470, 153)
quantum-kicker: ಸ್ವಿಟ್ಜರ್ ಸಿಇಒ ಮತ್ತು ಜನರಲ್ ಇನ್ ಇಂಡಿಯಾ ಡಾ ಎಂಜೆಲಾ ಹೊನೆಗ್ಗರ್ ಜೊತೆ ಸಚಿವ ಭೋಸರಾಜು ಸಭೆ (374, 1048, 747, 1061)
city-list (330, 68, 670, 104)
issue-date: 13 ನವೆಂಬರ್ 2025 (827, 88, 896, 98)
